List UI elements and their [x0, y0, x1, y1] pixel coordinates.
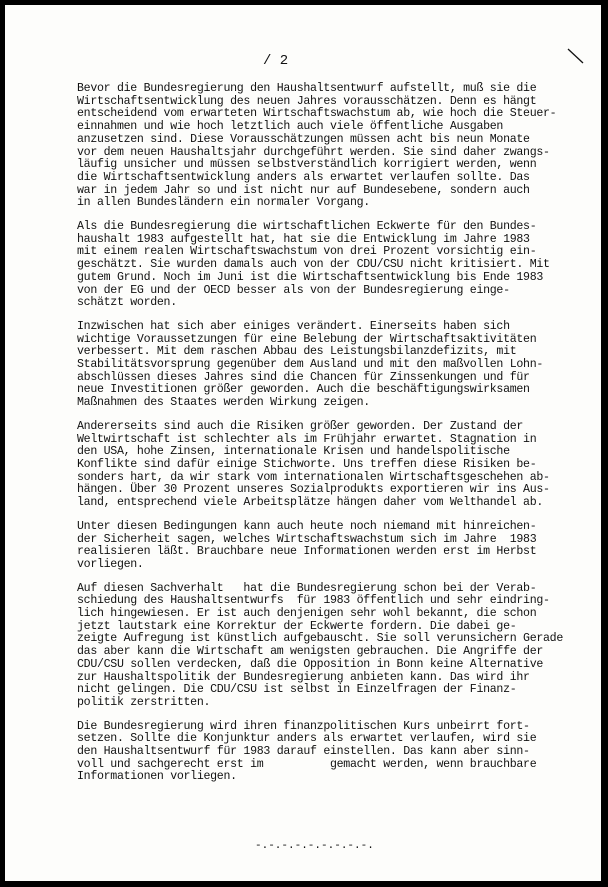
- text-line: zeigte Aufregung ist künstlich aufgebauscht. Sie soll verunsichern Gerade: [77, 632, 563, 646]
- text-line: Unter diesen Bedingungen kann auch heute noch niemand mit hinreichen-: [77, 519, 537, 533]
- text-line: zur Haushaltspolitik der Bundesregierung anbieten kann. Das wird ihr: [77, 670, 530, 684]
- text-line: anzusetzen sind. Diese Vorausschätzungen müssen acht bis neun Monate: [77, 132, 530, 146]
- text-line: Bevor die Bundesregierung den Haushaltsentwurf aufstellt, muß sie die: [77, 82, 537, 95]
- text-line: CDU/CSU sollen verdecken, daß die Opposition in Bonn keine Alternative: [77, 657, 544, 671]
- text-line: läufig unsicher und müssen selbstverständlich korrigiert werden, wenn: [77, 158, 537, 172]
- text-line: einnahmen und wie hoch letztlich auch viele öffentliche Ausgaben: [77, 120, 504, 134]
- page-number: / 2: [263, 53, 289, 69]
- text-line: die Wirtschaftsentwicklung anders als erwartet verlaufen sollte. Das: [77, 170, 530, 184]
- paragraph: [77, 83, 582, 210]
- text-line: gutem Grund. Noch im Juni ist die Wirtschaftsentwicklung bis Ende 1983: [77, 270, 544, 284]
- text-line: Die Bundesregierung wird ihren finanzpolitischen Kurs unbeirrt fort-: [77, 719, 530, 733]
- text-line: hängen. Über 30 Prozent unseres Sozialprodukts exportieren wir ins Aus-: [77, 483, 550, 497]
- document-body: [77, 83, 582, 795]
- text-line: abschlüssen dieses Jahres sind die Chancen für Zinssenkungen und für: [77, 370, 530, 384]
- text-line: vor dem neuen Haushaltsjahr durchgeführt werden. Sie sind daher zwangs-: [77, 145, 550, 159]
- text-line: jetzt lautstark eine Korrektur der Eckwerte fordern. Die dabei ge-: [77, 619, 517, 633]
- text-line: schiedung des Haushaltsentwurfs für 1983 öffentlich und sehr eindring-: [77, 594, 550, 608]
- text-line: Als die Bundesregierung die wirtschaftlichen Eckwerte für den Bundes-: [77, 220, 537, 234]
- text-line: voll und sachgerecht erst im gemacht werden, wenn brauchbare: [77, 757, 537, 771]
- text-line: nicht gelingen. Die CDU/CSU ist selbst in Einzelfragen der Finanz-: [77, 683, 517, 697]
- paragraph: [77, 221, 582, 310]
- text-line: Weltwirtschaft ist schlechter als im Frühjahr erwartet. Stagnation in: [77, 432, 537, 446]
- document-page: [5, 5, 601, 881]
- text-line: entscheidend vom erwarteten Wirtschaftswachstum ab, wie hoch die Steuer-: [77, 107, 557, 121]
- text-line: neue Investitionen größer geworden. Auch die beschäftigungswirksamen: [77, 383, 530, 397]
- text-line: setzen. Sollte die Konjunktur anders als erwartet verlaufen, wird sie: [77, 732, 537, 746]
- text-line: schätzt worden.: [77, 296, 177, 310]
- text-line: Informationen vorliegen.: [77, 770, 237, 784]
- end-separator: -.-.-.-.-.-.-.-.-.: [255, 840, 374, 852]
- text-line: Maßnahmen des Staates werden Wirkung zeigen.: [77, 396, 370, 410]
- text-line: sonders hart, da wir stark vom internationalen Wirtschaftsgeschehen ab-: [77, 470, 550, 484]
- text-line: vorliegen.: [77, 557, 144, 571]
- text-line: der Sicherheit sagen, welches Wirtschaftswachstum sich im Jahre 1983: [77, 532, 537, 546]
- text-line: politik zerstritten.: [77, 695, 211, 709]
- text-line: in allen Bundesländern ein normaler Vorgang.: [77, 196, 370, 210]
- text-line: Inzwischen hat sich aber einiges verändert. Einerseits haben sich: [77, 319, 510, 333]
- text-line: land, entsprechend viele Arbeitsplätze hängen daher vom Welthandel ab.: [77, 496, 544, 510]
- text-line: mit einem realen Wirtschaftswachstum von drei Prozent vorsichtig ein-: [77, 245, 537, 259]
- corner-mark-icon: [567, 47, 585, 65]
- text-line: Auf diesen Sachverhalt hat die Bundesregierung schon bei der Verab-: [77, 581, 537, 595]
- text-line: verbessert. Mit dem raschen Abbau des Leistungsbilanzdefizits, mit: [77, 345, 517, 359]
- paragraph: [77, 583, 582, 710]
- text-line: realisieren läßt. Brauchbare neue Informationen werden erst im Herbst: [77, 545, 537, 559]
- paragraph: [77, 421, 582, 510]
- text-line: lich hingewiesen. Er ist auch denjenigen sehr wohl bekannt, die schon: [77, 607, 537, 621]
- text-line: wichtige Voraussetzungen für eine Belebung der Wirtschaftsaktivitäten: [77, 332, 537, 346]
- text-line: den USA, hohe Zinsen, internationale Krisen und handelspolitische: [77, 445, 510, 459]
- text-line: haushalt 1983 aufgestellt hat, hat sie die Entwicklung im Jahre 1983: [77, 232, 530, 246]
- text-line: Andererseits sind auch die Risiken größer geworden. Der Zustand der: [77, 419, 524, 433]
- text-line: geschätzt. Sie wurden damals auch von der CDU/CSU nicht kritisiert. Mit: [77, 258, 550, 272]
- text-line: Wirtschaftsentwicklung des neuen Jahres vorausschätzen. Denn es hängt: [77, 94, 537, 108]
- text-line: das aber kann die Wirtschaft am wenigsten gebrauchen. Die Angriffe der: [77, 645, 544, 659]
- text-line: den Haushaltsentwurf für 1983 darauf einstellen. Das kann aber sinn-: [77, 745, 530, 759]
- paragraph: [77, 321, 582, 410]
- text-line: war in jedem Jahr so und ist nicht nur auf Bundesebene, sondern auch: [77, 183, 530, 197]
- paragraph: [77, 521, 582, 572]
- text-line: von der EG und der OECD besser als von der Bundesregierung einge-: [77, 283, 510, 297]
- paragraph: [77, 721, 582, 785]
- text-line: Stabilitätsvorsprung gegenüber dem Ausland und mit den maßvollen Lohn-: [77, 358, 544, 372]
- text-line: Konflikte sind dafür einige Stichworte. Uns treffen diese Risiken be-: [77, 457, 537, 471]
